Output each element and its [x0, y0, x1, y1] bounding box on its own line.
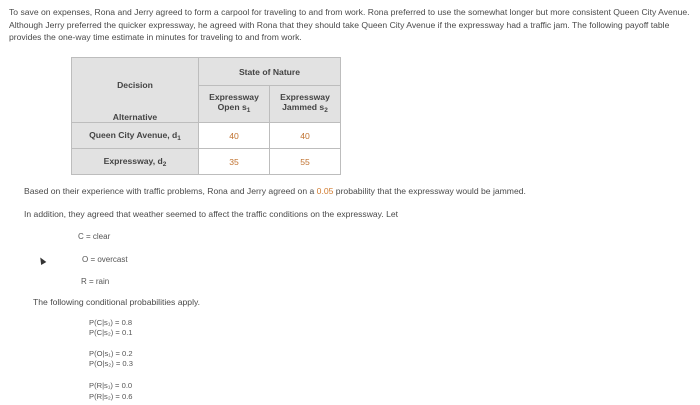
conditional-prob: P(O|s₂) = 0.3: [89, 359, 133, 368]
jam-probability-text: Based on their experience with traffic problems, Rona and Jerry agreed on a 0.05 probability that the expressway would be jammed.: [24, 186, 526, 196]
payoff-cell: 40: [270, 123, 341, 149]
definition-overcast: O = overcast: [82, 255, 128, 264]
expressway-jammed-header: Expressway Jammed $s_2$: [270, 86, 341, 123]
payoff-table: [71, 57, 341, 175]
definition-clear: C = clear: [78, 232, 111, 241]
definition-rain: R = rain: [81, 277, 110, 286]
payoff-cell: 55: [270, 149, 341, 175]
mouse-cursor-icon: [38, 256, 47, 265]
table-row: [72, 149, 341, 175]
decision-alternative-header: Decision Alternative: [72, 58, 199, 123]
conditional-prob: P(C|s₂) = 0.1: [89, 328, 133, 337]
conditional-prob: P(O|s₁) = 0.2: [89, 349, 133, 358]
conditional-prob: P(C|s₁) = 0.8: [89, 318, 133, 327]
table-row: [72, 123, 341, 149]
state-of-nature-header: State of Nature: [199, 58, 341, 86]
jam-probability-value: 0.05: [316, 186, 334, 196]
row-label-queen-city: Queen City Avenue, $d_1$: [72, 123, 199, 149]
payoff-cell: 35: [199, 149, 270, 175]
problem-intro: To save on expenses, Rona and Jerry agreed to form a carpool for traveling to and from work. Rona preferred to use the somewhat longer but more consistent Queen City Avenue. Although Jerry preferred the quicker expressway, he agreed with Rona that they should take Queen City Avenue if the expressway had a traffic jam. The following payoff table provides the one-way time estimate in minutes for traveling to and from work.: [9, 7, 690, 42]
row-label-expressway: Expressway, $d_2$: [72, 149, 199, 175]
conditional-prob: P(R|s₁) = 0.0: [89, 381, 133, 390]
expressway-open-header: Expressway Open $s_1$: [199, 86, 270, 123]
conditional-intro: The following conditional probabilities apply.: [33, 297, 201, 307]
payoff-cell: 40: [199, 123, 270, 149]
weather-text: In addition, they agreed that weather seemed to affect the traffic conditions on the expressway. Let: [24, 209, 399, 219]
conditional-prob: P(R|s₂) = 0.6: [89, 392, 133, 401]
